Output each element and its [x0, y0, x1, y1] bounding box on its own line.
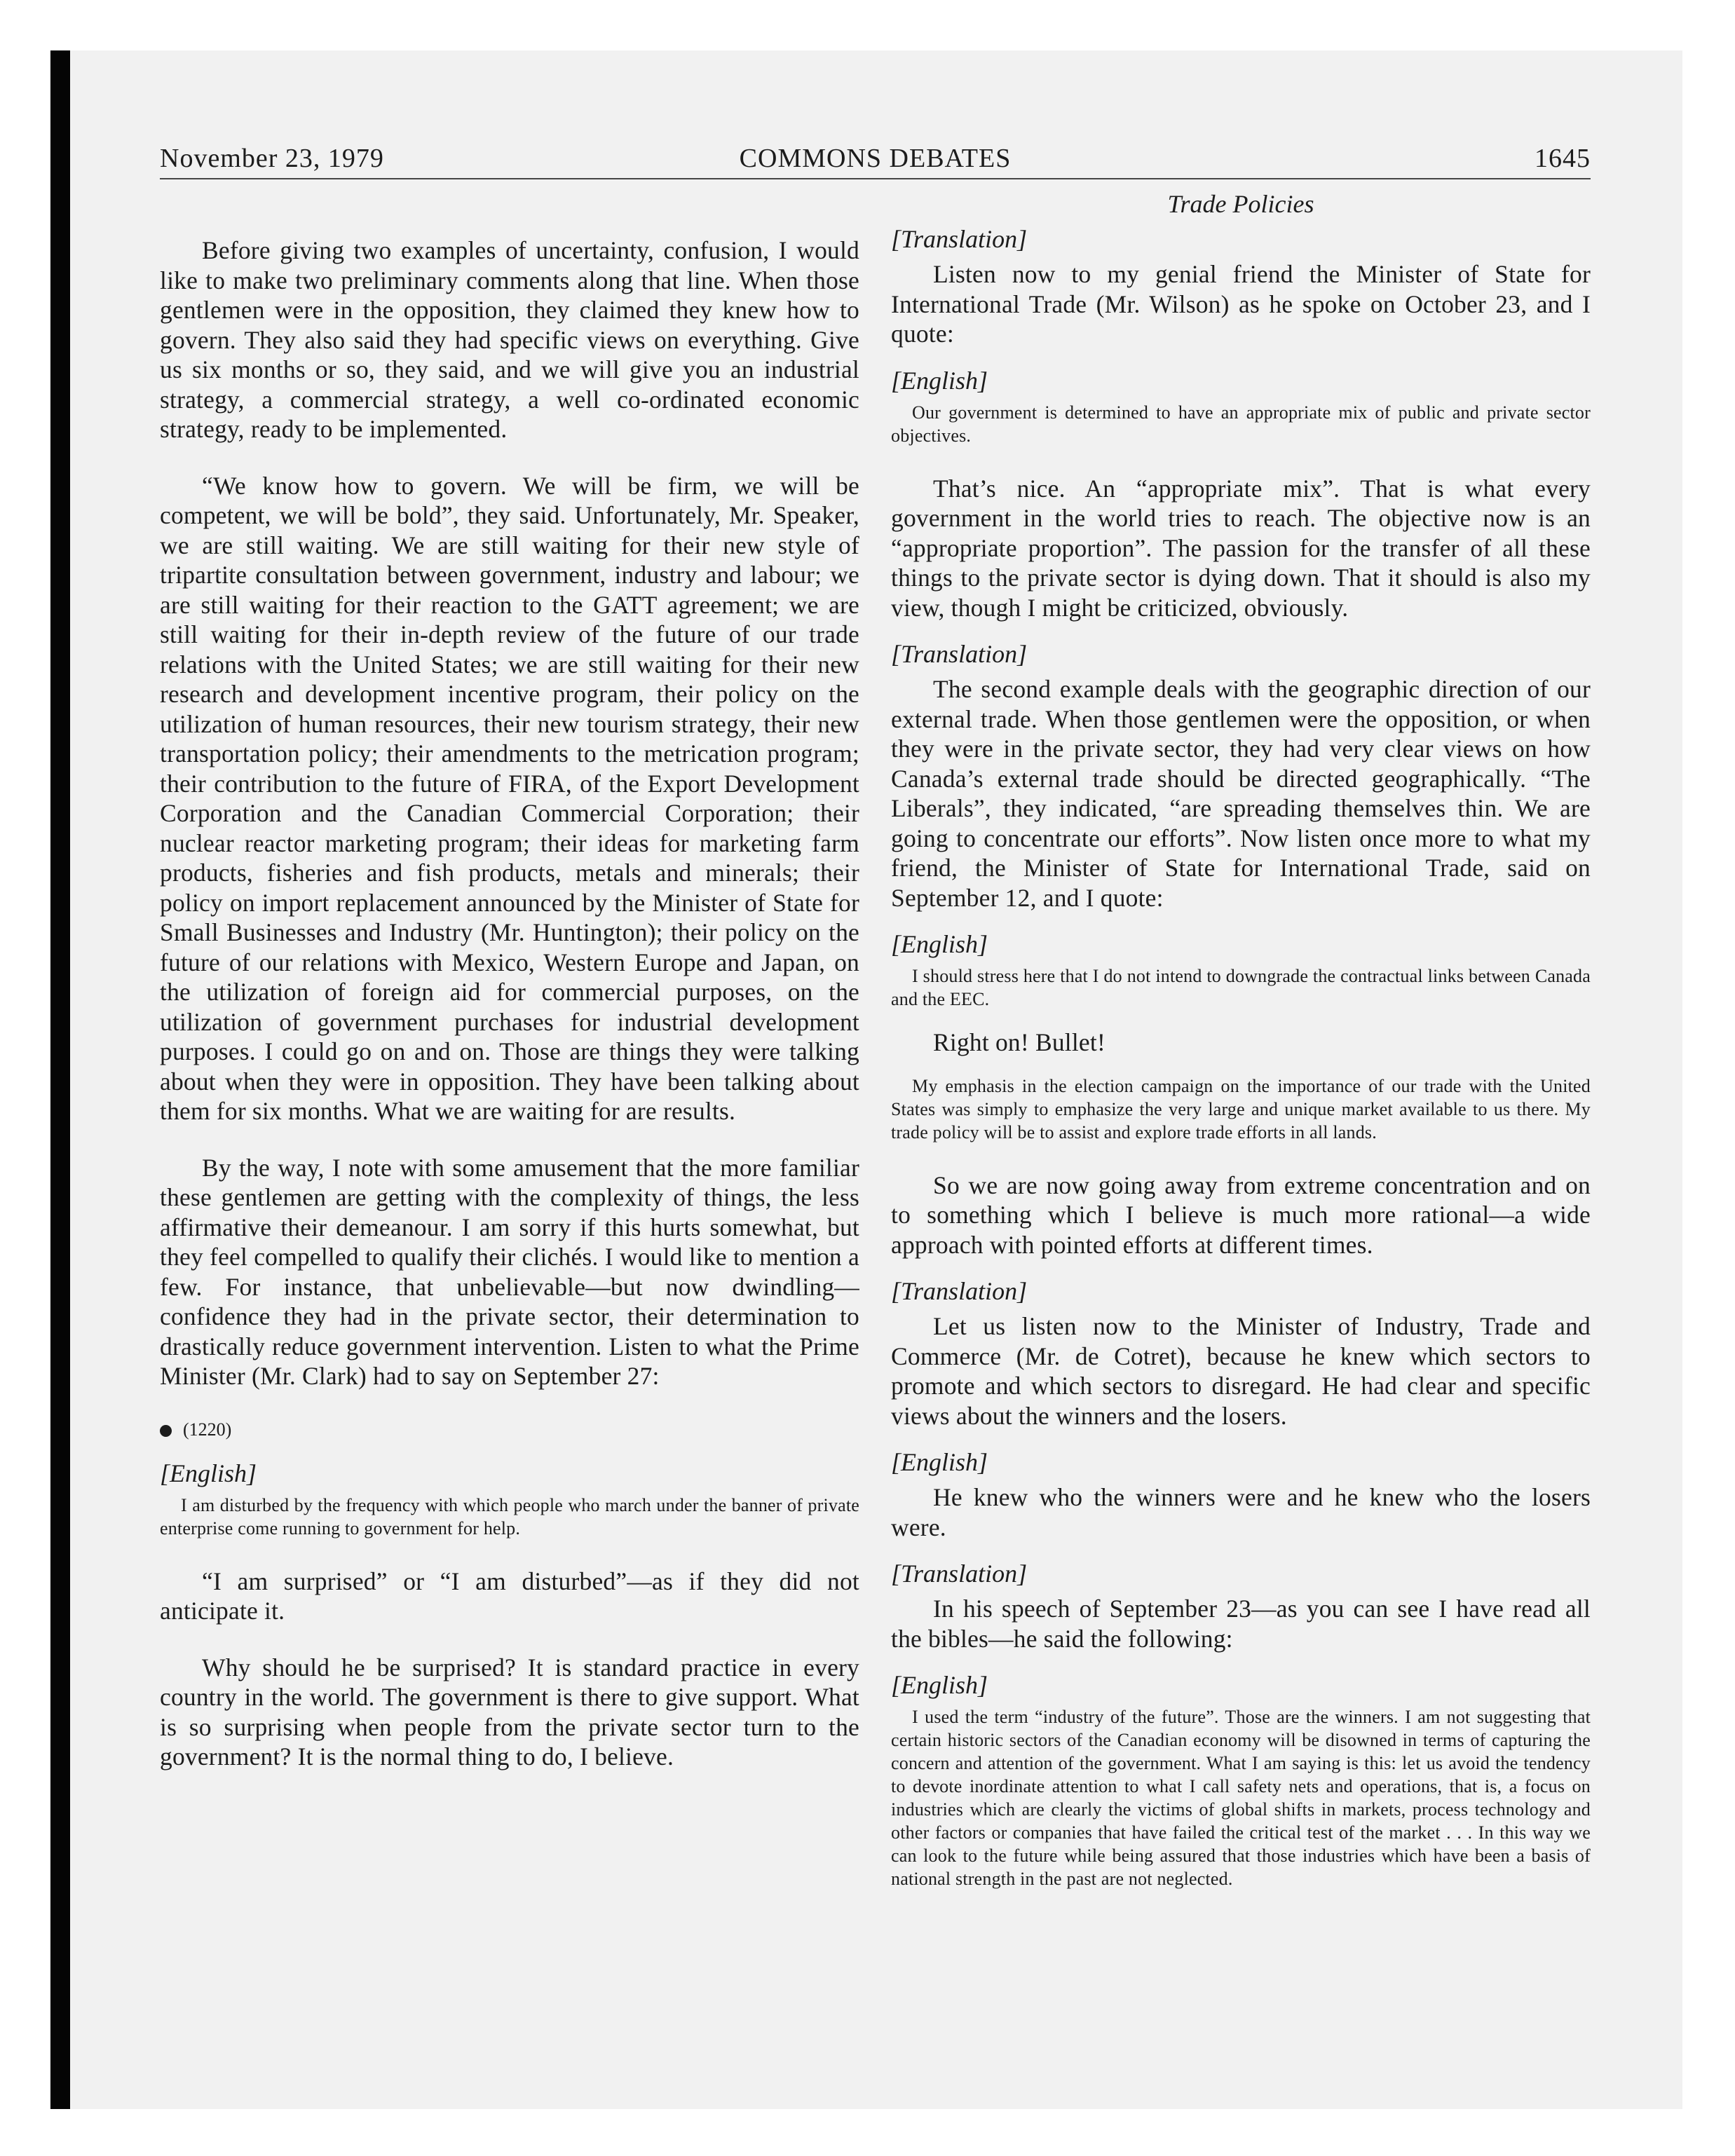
quotation: Our government is determined to have an appropriate mix of public and private sector objectives.: [891, 402, 1591, 446]
right-column: [891, 189, 1591, 1890]
time-marker-label: (1220): [183, 1419, 232, 1440]
paragraph: So we are now going away from extreme concentration and on to something which I believe is much more rational—a wide approach with pointed efforts at different times.: [891, 1171, 1591, 1259]
left-column: [160, 236, 859, 1772]
section-title: Trade Policies: [1167, 190, 1314, 218]
scan-binding-edge: [50, 50, 70, 2109]
paragraph: “We know how to govern. We will be firm, we will be competent, we will be bold”, they said. Unfortunately, Mr. Speaker, we are still waiting. We are still waiting for their new style of tripartite consultation between government, industry and labour; we are still waiting for their reaction to the GATT agreement; we are still waiting for their in-depth review of the future of our trade relations with the United States; we are still waiting for their new research and development incentive program, their policy on the utilization of human resources, their new tourism strategy, their new transportation policy; their amendments to the metrication program; their contribution to the future of FIRA, of the Export Development Corporation and the Canadian Commercial Corporation; their nuclear reactor marketing program; their ideas for marketing farm products, fisheries and fish products, metals and minerals; their policy on import replacement announced by the Minister of State for Small Businesses and Industry (Mr. Huntington); their policy on the future of our relations with Mexico, Western Europe and Japan, on the utilization of foreign aid for commercial purposes, on the utilization of government purchases for industrial development purposes. I could go on and on. Those are things they were talking about when they were in opposition. They have been talking about them for six months. What we are waiting for are results.: [160, 471, 859, 1125]
time-marker: [160, 1418, 859, 1442]
page-header: [160, 143, 1591, 182]
quotation: I used the term “industry of the future”. Those are the winners. I am not suggesting that certain historic sectors of the Canadian economy will be disowned in terms of capturing the concern and attention of the government. What I am saying is this: let us avoid the tendency to devote inordinate attention to what I call safety nets and operations, that is, a focus on industries which are clearly the victims of global shifts in markets, process technology and other factors or companies that have failed the critical test of the market . . . In this way we can look to the future while being assured that those industries which have been a basis of national strength in the past are not neglected.: [891, 1707, 1591, 1889]
paragraph: By the way, I note with some amusement that the more familiar these gentlemen are getting with the complexity of things, the less affirmative their demeanour. I am sorry if this hurts somewhat, but they feel compelled to qualify their clichés. I would like to mention a few. For instance, that unbelievable—but now dwindling—confidence they had in the private sector, their determination to drastically reduce government intervention. Listen to what the Prime Minister (Mr. Clark) had to say on September 27:: [160, 1153, 859, 1390]
paragraph: “I am surprised” or “I am disturbed”—as if they did not anticipate it.: [160, 1567, 859, 1625]
paragraph: That’s nice. An “appropriate mix”. That is what every government in the world tries to reach. The objective now is an “appropriate proportion”. The passion for the transfer of all these things to the private sector is dying down. That it should is also my view, though I might be criticized, obviously.: [891, 474, 1591, 622]
paragraph: He knew who the winners were and he knew who the losers were.: [891, 1483, 1591, 1541]
quotation: I am disturbed by the frequency with which people who march under the banner of private enterprise come running to government for help.: [160, 1494, 859, 1538]
paragraph: Right on! Bullet!: [933, 1028, 1105, 1056]
paragraph: Listen now to my genial friend the Minister of State for International Trade (Mr. Wilson) as he spoke on October 23, and I quote:: [891, 260, 1591, 348]
language-tag: [English]: [891, 930, 988, 958]
language-tag: [Translation]: [891, 640, 1028, 668]
quotation: I should stress here that I do not intend to downgrade the contractual links between Canada and the EEC.: [891, 966, 1591, 1009]
paragraph: Before giving two examples of uncertainty, confusion, I would like to make two preliminary comments along that line. When those gentlemen were in the opposition, they claimed they knew how to govern. They also said they had specific views on everything. Give us six months or so, they said, and we will give you an industrial strategy, a commercial strategy, a well co-ordinated economic strategy, ready to be implemented.: [160, 236, 859, 443]
language-tag: [English]: [891, 366, 988, 395]
language-tag: [English]: [891, 1448, 988, 1476]
language-tag: [Translation]: [891, 1277, 1028, 1305]
header-page-number: 1645: [1535, 144, 1591, 173]
quotation: My emphasis in the election campaign on the importance of our trade with the United States was simply to emphasize the very large and unique market available to us there. My trade policy will be to assist and explore trade efforts in all lands.: [891, 1075, 1591, 1142]
paragraph: Why should he be surprised? It is standard practice in every country in the world. The government is there to give support. What is so surprising when people from the private sector turn to the government? It is the normal thing to do, I believe.: [160, 1653, 859, 1770]
paragraph: The second example deals with the geographic direction of our external trade. When those gentlemen were the opposition, or when they were in the private sector, they had very clear views on how Canada’s external trade should be directed geographically. “The Liberals”, they indicated, “are spreading themselves thin. We are going to concentrate our efforts”. Now listen once more to what my friend, the Minister of State for International Trade, said on September 12, and I quote:: [891, 675, 1591, 912]
header-date: November 23, 1979: [160, 144, 384, 173]
paragraph: Let us listen now to the Minister of Industry, Trade and Commerce (Mr. de Cotret), because he knew which sectors to promote and which sectors to disregard. He had clear and specific views about the winners and the losers.: [891, 1312, 1591, 1430]
header-publication: COMMONS DEBATES: [739, 144, 1012, 173]
language-tag: [English]: [891, 1671, 988, 1699]
bullet-dot-icon: [160, 1425, 172, 1437]
language-tag: [Translation]: [891, 225, 1028, 253]
language-tag: [English]: [160, 1459, 257, 1487]
header-rule: [160, 178, 1591, 179]
language-tag: [Translation]: [891, 1560, 1028, 1588]
paragraph: In his speech of September 23—as you can see I have read all the bibles—he said the following:: [891, 1595, 1591, 1653]
